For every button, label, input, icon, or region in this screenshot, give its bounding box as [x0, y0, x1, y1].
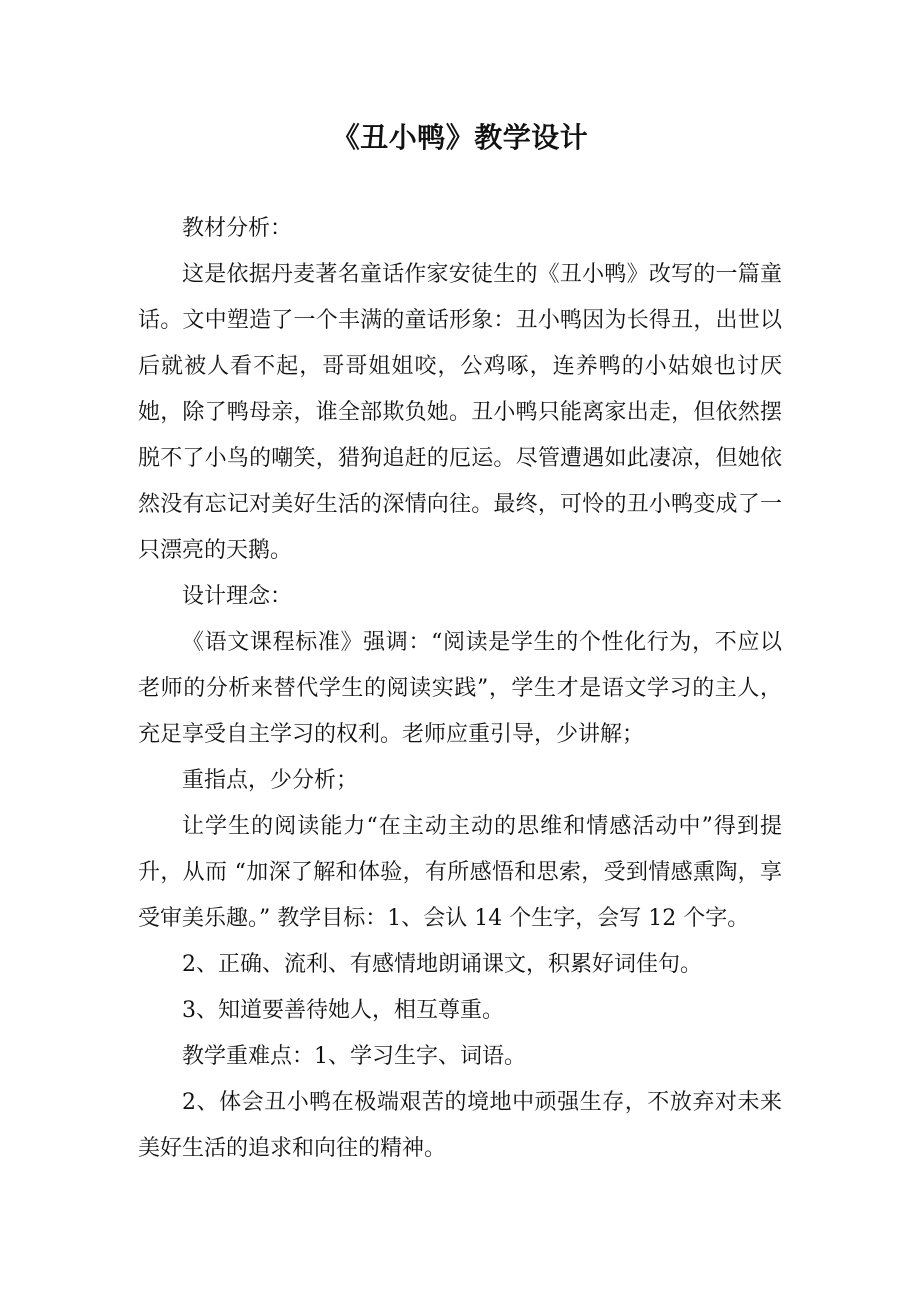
paragraph-textbook-analysis: 这是依据丹麦著名童话作家安徒生的《丑小鸭》改写的一篇童话。文中塑造了一个丰满的童话形象：丑小鸭因为长得丑，出世以后就被人看不起，哥哥姐姐咬，公鸡啄，连养鸭的小姑娘也讨厌她，除了鸭母亲，谁全部欺负她。丑小鸭只能离家出走，但依然摆脱不了小鸟的嘲笑，猎狗追赶的厄运。尽管遭遇如此凄凉，但她依然没有忘记对美好生活的深情向往。最终，可怜的丑小鸭变成了一只漂亮的天鹅。 [138, 262, 782, 563]
document-title: 《丑小鸭》教学设计 [331, 121, 589, 154]
paragraph-key-point-2: 2、体会丑小鸭在极端艰苦的境地中顽强生存，不放弃对未来美好生活的追求和向往的精神。 [138, 1090, 782, 1161]
document-body [138, 206, 782, 1172]
paragraph-guidance: 重指点，少分析； [182, 768, 359, 793]
paragraph-teaching-goals: 让学生的阅读能力“在主动主动的思维和情感活动中”得到提升，从而 “加深了解和体验，有所感悟和思索，受到情感熏陶，享受审美乐趣。” 教学目标：1、会认 14 个生字，会写 12 个字。 [138, 814, 782, 931]
paragraph-key-points: 教学重难点：1、学习生字、词语。 [182, 1044, 526, 1069]
paragraph-goal-3: 3、知道要善待她人，相互尊重。 [182, 998, 504, 1023]
section-heading-design-concept: 设计理念： [182, 584, 293, 609]
paragraph-goal-2: 2、正确、流利、有感情地朗诵课文，积累好词佳句。 [182, 952, 702, 977]
section-heading-textbook-analysis: 教材分析： [182, 216, 293, 241]
paragraph-design-concept: 《语文课程标准》强调：“阅读是学生的个性化行为，不应以老师的分析来替代学生的阅读实践”，学生才是语文学习的主人，充足享受自主学习的权利。老师应重引导，少讲解； [138, 630, 782, 747]
